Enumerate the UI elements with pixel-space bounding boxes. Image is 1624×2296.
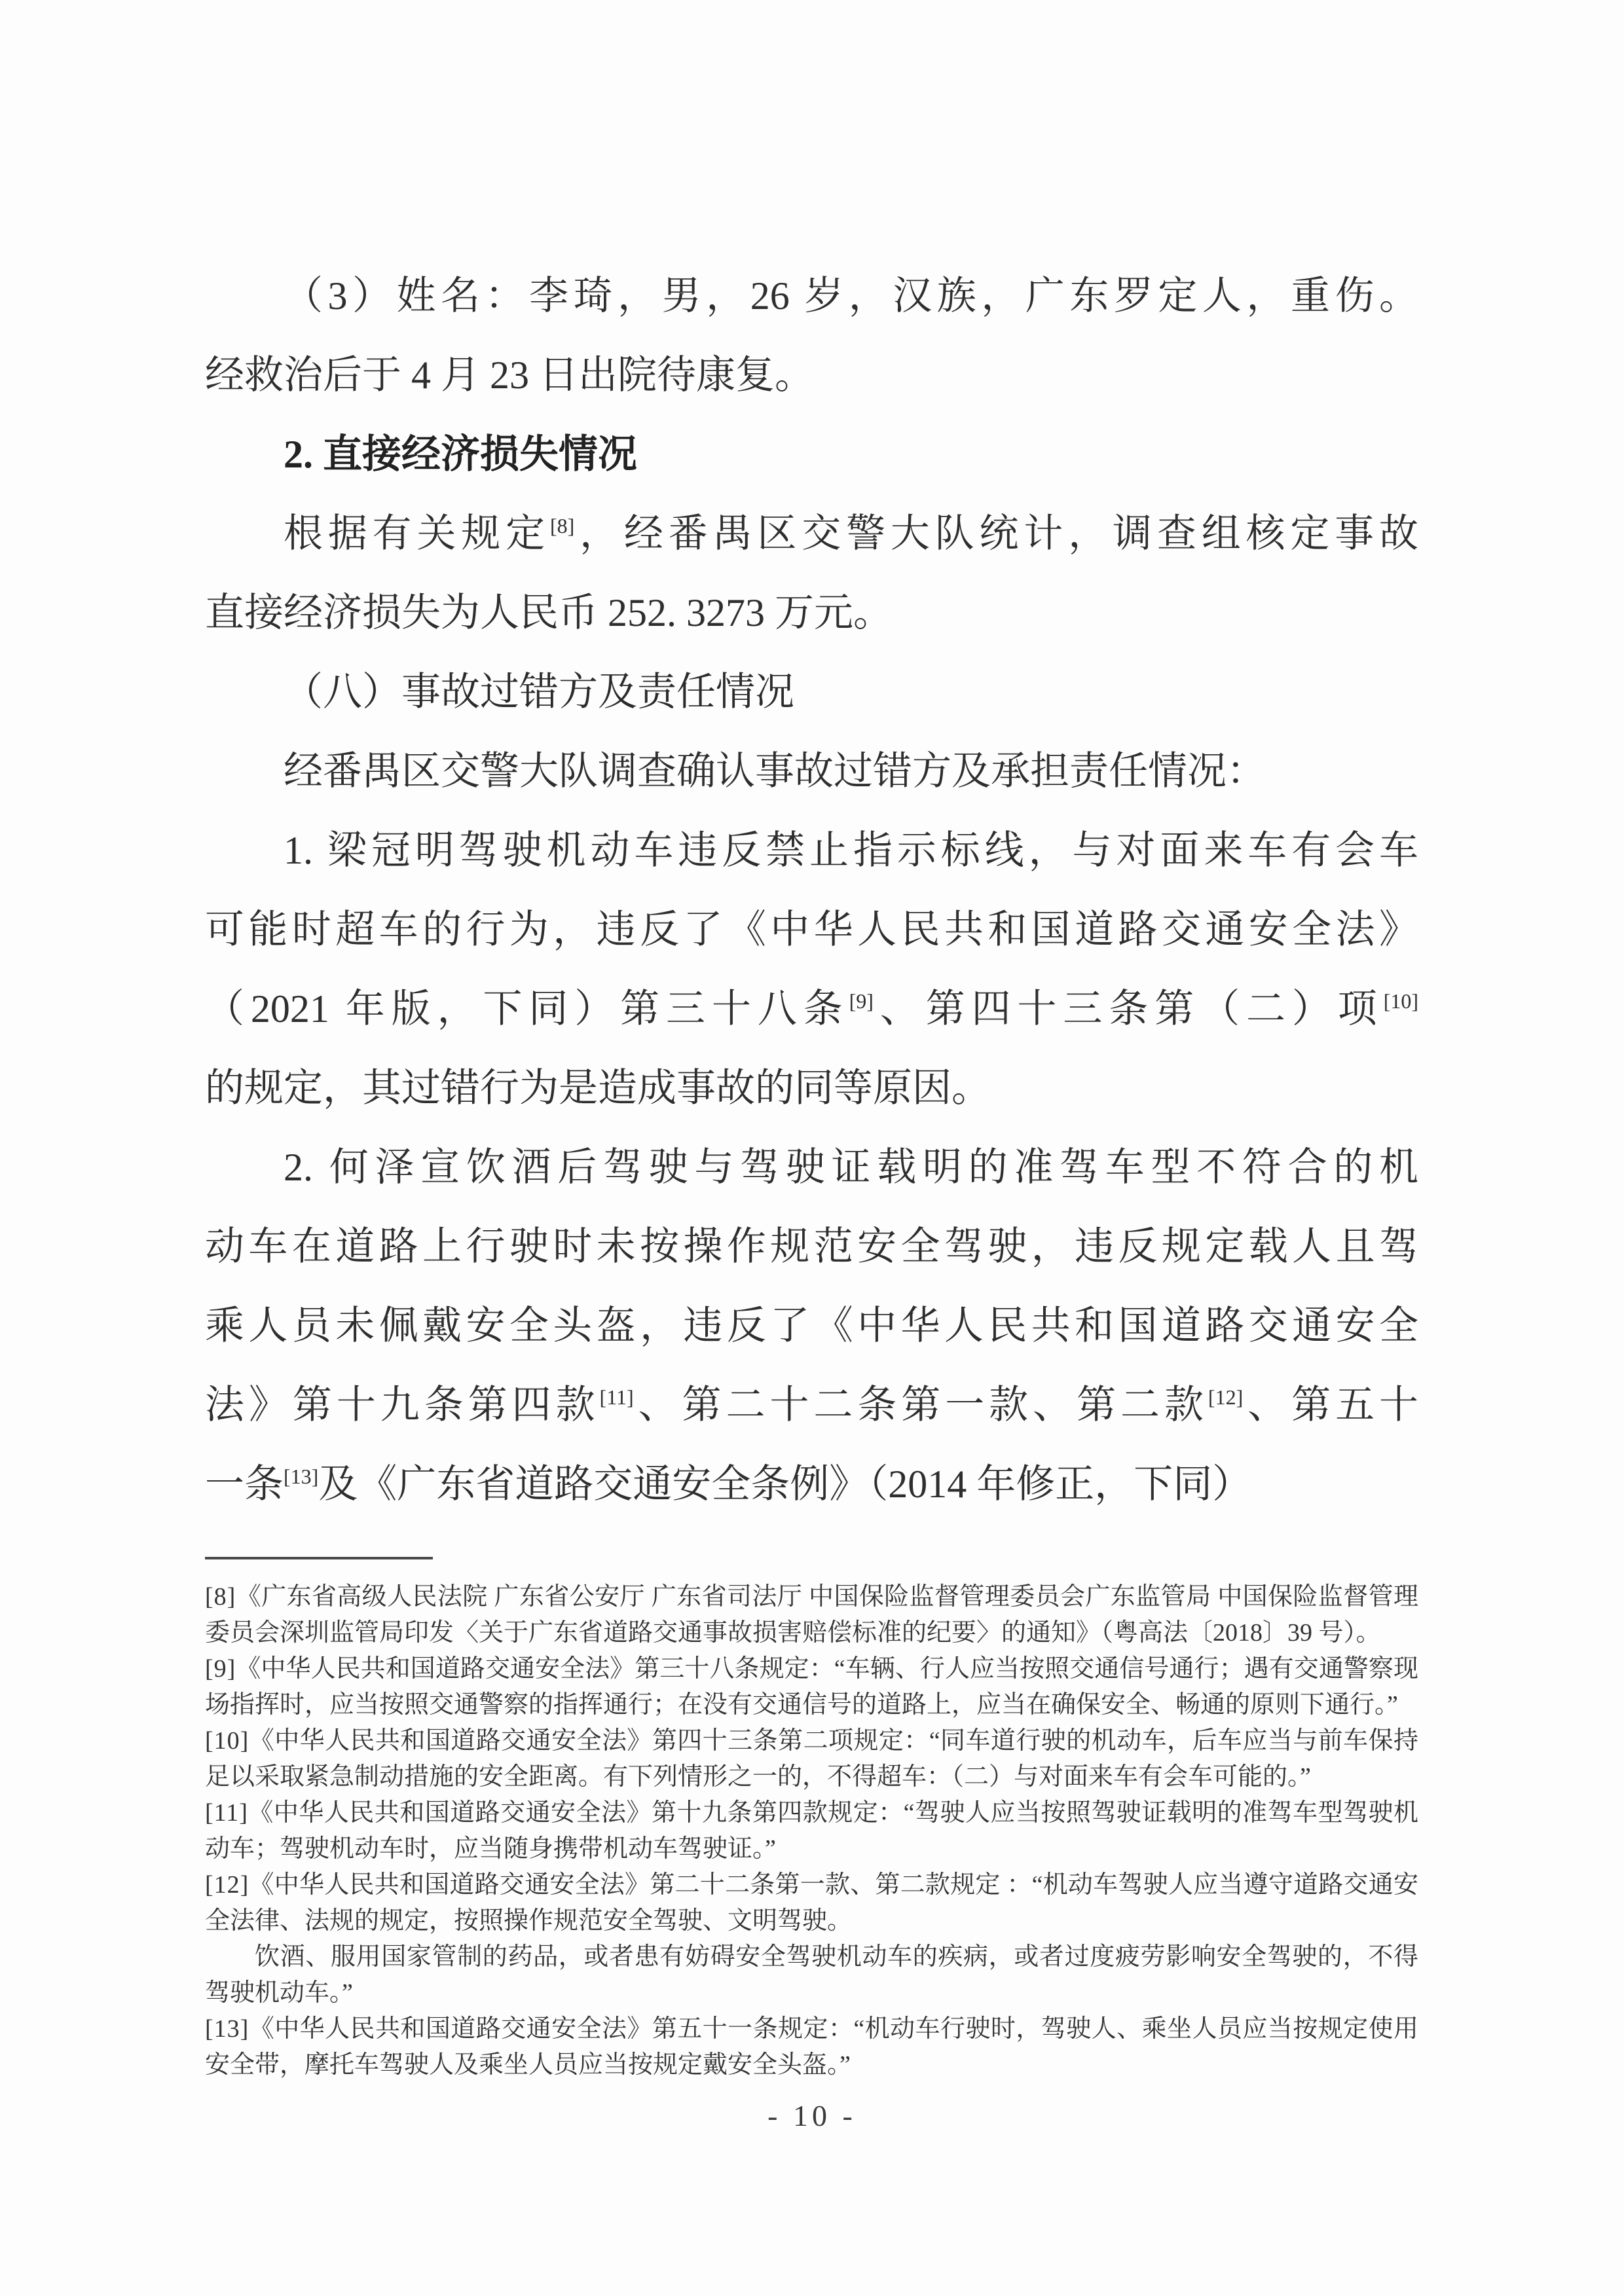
heading-direct-economic-loss: 2. 直接经济损失情况 [284, 433, 637, 476]
body-line: （2021 年版，下同）第三十八条[9]、第四十三条第（二）项[10] [205, 987, 1419, 1030]
footnote-text: 《广东省高级人民法院 广东省公安厅 广东省司法厅 中国保险监督管理委员会广东监管局 中国保险监督管理委员会深圳监管局印发〈关于广东省道路交通事故损害赔偿标准的纪要〉的通知》（粤高法〔2018〕39 号）。 [205, 1583, 1418, 1647]
body-line: 1. 梁冠明驾驶机动车违反禁止指示标线，与对面来车有会车 [284, 829, 1418, 872]
footnote-text: 《中华人民共和国道路交通安全法》第四十三条第二项规定：“同车道行驶的机动车，后车应当与前车保持足以采取紧急制动措施的安全距离。有下列情形之一的，不得超车：（二）与对面来车有会车可能的。” [205, 1727, 1418, 1791]
footnote-item [205, 1579, 1418, 1651]
footnote-text: 《中华人民共和国道路交通安全法》第十九条第四款规定：“驾驶人应当按照驾驶证载明的准驾车型驾驶机动车；驾驶机动车时，应当随身携带机动车驾驶证。” [205, 1799, 1418, 1863]
footnote-continuation: 饮酒、服用国家管制的药品，或者患有妨碍安全驾驶机动车的疾病，或者过度疲劳影响安全驾驶的，不得驾驶机动车。” [205, 1943, 1418, 2007]
footnote-item [205, 1651, 1418, 1723]
body-line: 一条[13]及《广东省道路交通安全条例》（2014 年修正，下同） [205, 1463, 1252, 1506]
footnote-text: 《中华人民共和国道路交通安全法》第二十二条第一款、第二款规定 ：“机动车驾驶人应当遵守道路交通安全法律、法规的规定，按照操作规范安全驾驶、文明驾驶。 [205, 1871, 1418, 1935]
body-line: 经救治后于 4 月 23 日出院待康复。 [205, 354, 814, 397]
footnote-item [205, 1867, 1418, 1939]
footnote-item [205, 1723, 1418, 1795]
heading-fault-and-responsibility: （八）事故过错方及责任情况 [284, 670, 794, 714]
body-line: 可能时超车的行为，违反了《中华人民共和国道路交通安全法》 [205, 908, 1418, 951]
body-line: 2. 何泽宣饮酒后驾驶与驾驶证载明的准驾车型不符合的机 [284, 1146, 1418, 1189]
body-line: 直接经济损失为人民币 252. 3273 万元。 [205, 591, 893, 634]
body-line: 乘人员未佩戴安全头盔，违反了《中华人民共和国道路交通安全 [205, 1304, 1418, 1347]
footnote-marker: [10] [205, 1727, 249, 1755]
footnote-text: 《中华人民共和国道路交通安全法》第五十一条规定：“机动车行驶时，驾驶人、乘坐人员应当按规定使用安全带，摩托车驾驶人及乘坐人员应当按规定戴安全头盔。” [205, 2015, 1418, 2079]
footnote-marker: [13] [205, 2015, 249, 2043]
page-number: - 10 - [767, 2099, 857, 2132]
footnotes-section [205, 1557, 1418, 2083]
body-line: （3）姓名：李琦，男，26 岁，汉族，广东罗定人，重伤。 [284, 274, 1418, 318]
footnote-item [205, 1795, 1418, 1867]
footnote-marker: [8] [205, 1583, 236, 1611]
body-text [205, 257, 1418, 1524]
footnote-marker: [12] [205, 1871, 249, 1899]
body-line: 经番禺区交警大队调查确认事故过错方及承担责任情况： [284, 750, 1266, 793]
footnote-item [205, 2011, 1418, 2083]
footnote-separator [205, 1557, 433, 1559]
body-line: 法》第十九条第四款[11]、第二十二条第一款、第二款[12]、第五十 [205, 1383, 1419, 1427]
body-line: 动车在道路上行驶时未按操作规范安全驾驶，违反规定载人且驾 [205, 1225, 1418, 1268]
footnote-text: 《中华人民共和国道路交通安全法》第三十八条规定：“车辆、行人应当按照交通信号通行；遇有交通警察现场指挥时，应当按照交通警察的指挥通行；在没有交通信号的道路上，应当在确保安全、畅通的原则下通行。” [205, 1655, 1418, 1719]
footnote-marker: [9] [205, 1655, 236, 1683]
body-line: 的规定，其过错行为是造成事故的同等原因。 [205, 1066, 991, 1110]
footnote-marker: [11] [205, 1799, 248, 1827]
body-line: 根据有关规定[8]，经番禺区交警大队统计，调查组核定事故 [284, 512, 1419, 555]
